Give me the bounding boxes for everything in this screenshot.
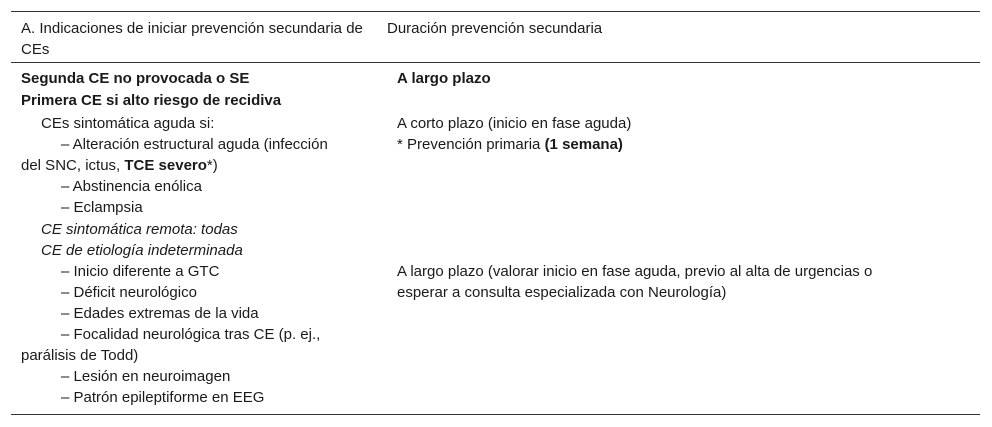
duration-largo-line2: esperar a consulta especializada con Neurología) <box>397 284 727 301</box>
header-duration: Duración prevención secundaria <box>387 20 603 37</box>
alteracion-text: del SNC, ictus, <box>21 157 125 174</box>
row-alteracion-line1: – Alteración estructural aguda (infección <box>61 136 328 153</box>
duration-largo-line1: A largo plazo (valorar inicio en fase aguda, previo al alta de urgencias o <box>397 263 873 280</box>
row-primera-ce: Primera CE si alto riesgo de recidiva <box>21 92 282 109</box>
row-patron: – Patrón epileptiforme en EEG <box>61 389 265 406</box>
table-header <box>11 12 980 63</box>
row-alteracion-line2 <box>21 155 218 176</box>
row-sintomatica-aguda: CEs sintomática aguda si: <box>41 115 215 132</box>
prevention-table <box>11 11 980 415</box>
row-inicio-diferente: – Inicio diferente a GTC <box>61 263 220 280</box>
row-eclampsia: – Eclampsia <box>61 199 143 216</box>
table-body <box>11 63 980 414</box>
una-semana-text: (1 semana) <box>544 136 623 153</box>
row-edades: – Edades extremas de la vida <box>61 305 259 322</box>
row-deficit: – Déficit neurológico <box>61 284 197 301</box>
alteracion-end-text: *) <box>206 157 218 174</box>
row-segunda-ce: Segunda CE no provocada o SE <box>21 70 250 87</box>
header-indications: A. Indicaciones de iniciar prevención secundaria de CEs <box>21 20 363 58</box>
duration-prevencion-primaria <box>397 134 623 155</box>
duration-largo-plazo: A largo plazo <box>397 70 491 87</box>
tce-severo-text: TCE severo <box>124 157 207 174</box>
duration-corto-plazo: A corto plazo (inicio en fase aguda) <box>397 115 632 132</box>
row-lesion: – Lesión en neuroimagen <box>61 368 231 385</box>
row-focalidad-line2: parálisis de Todd) <box>21 347 139 364</box>
prevencion-primaria-text: * Prevención primaria <box>397 136 545 153</box>
row-sintomatica-remota: CE sintomática remota: todas <box>41 221 238 238</box>
row-focalidad-line1: – Focalidad neurológica tras CE (p. ej., <box>61 326 321 343</box>
row-etiologia-indeterminada: CE de etiología indeterminada <box>41 242 243 259</box>
row-abstinencia: – Abstinencia enólica <box>61 178 202 195</box>
